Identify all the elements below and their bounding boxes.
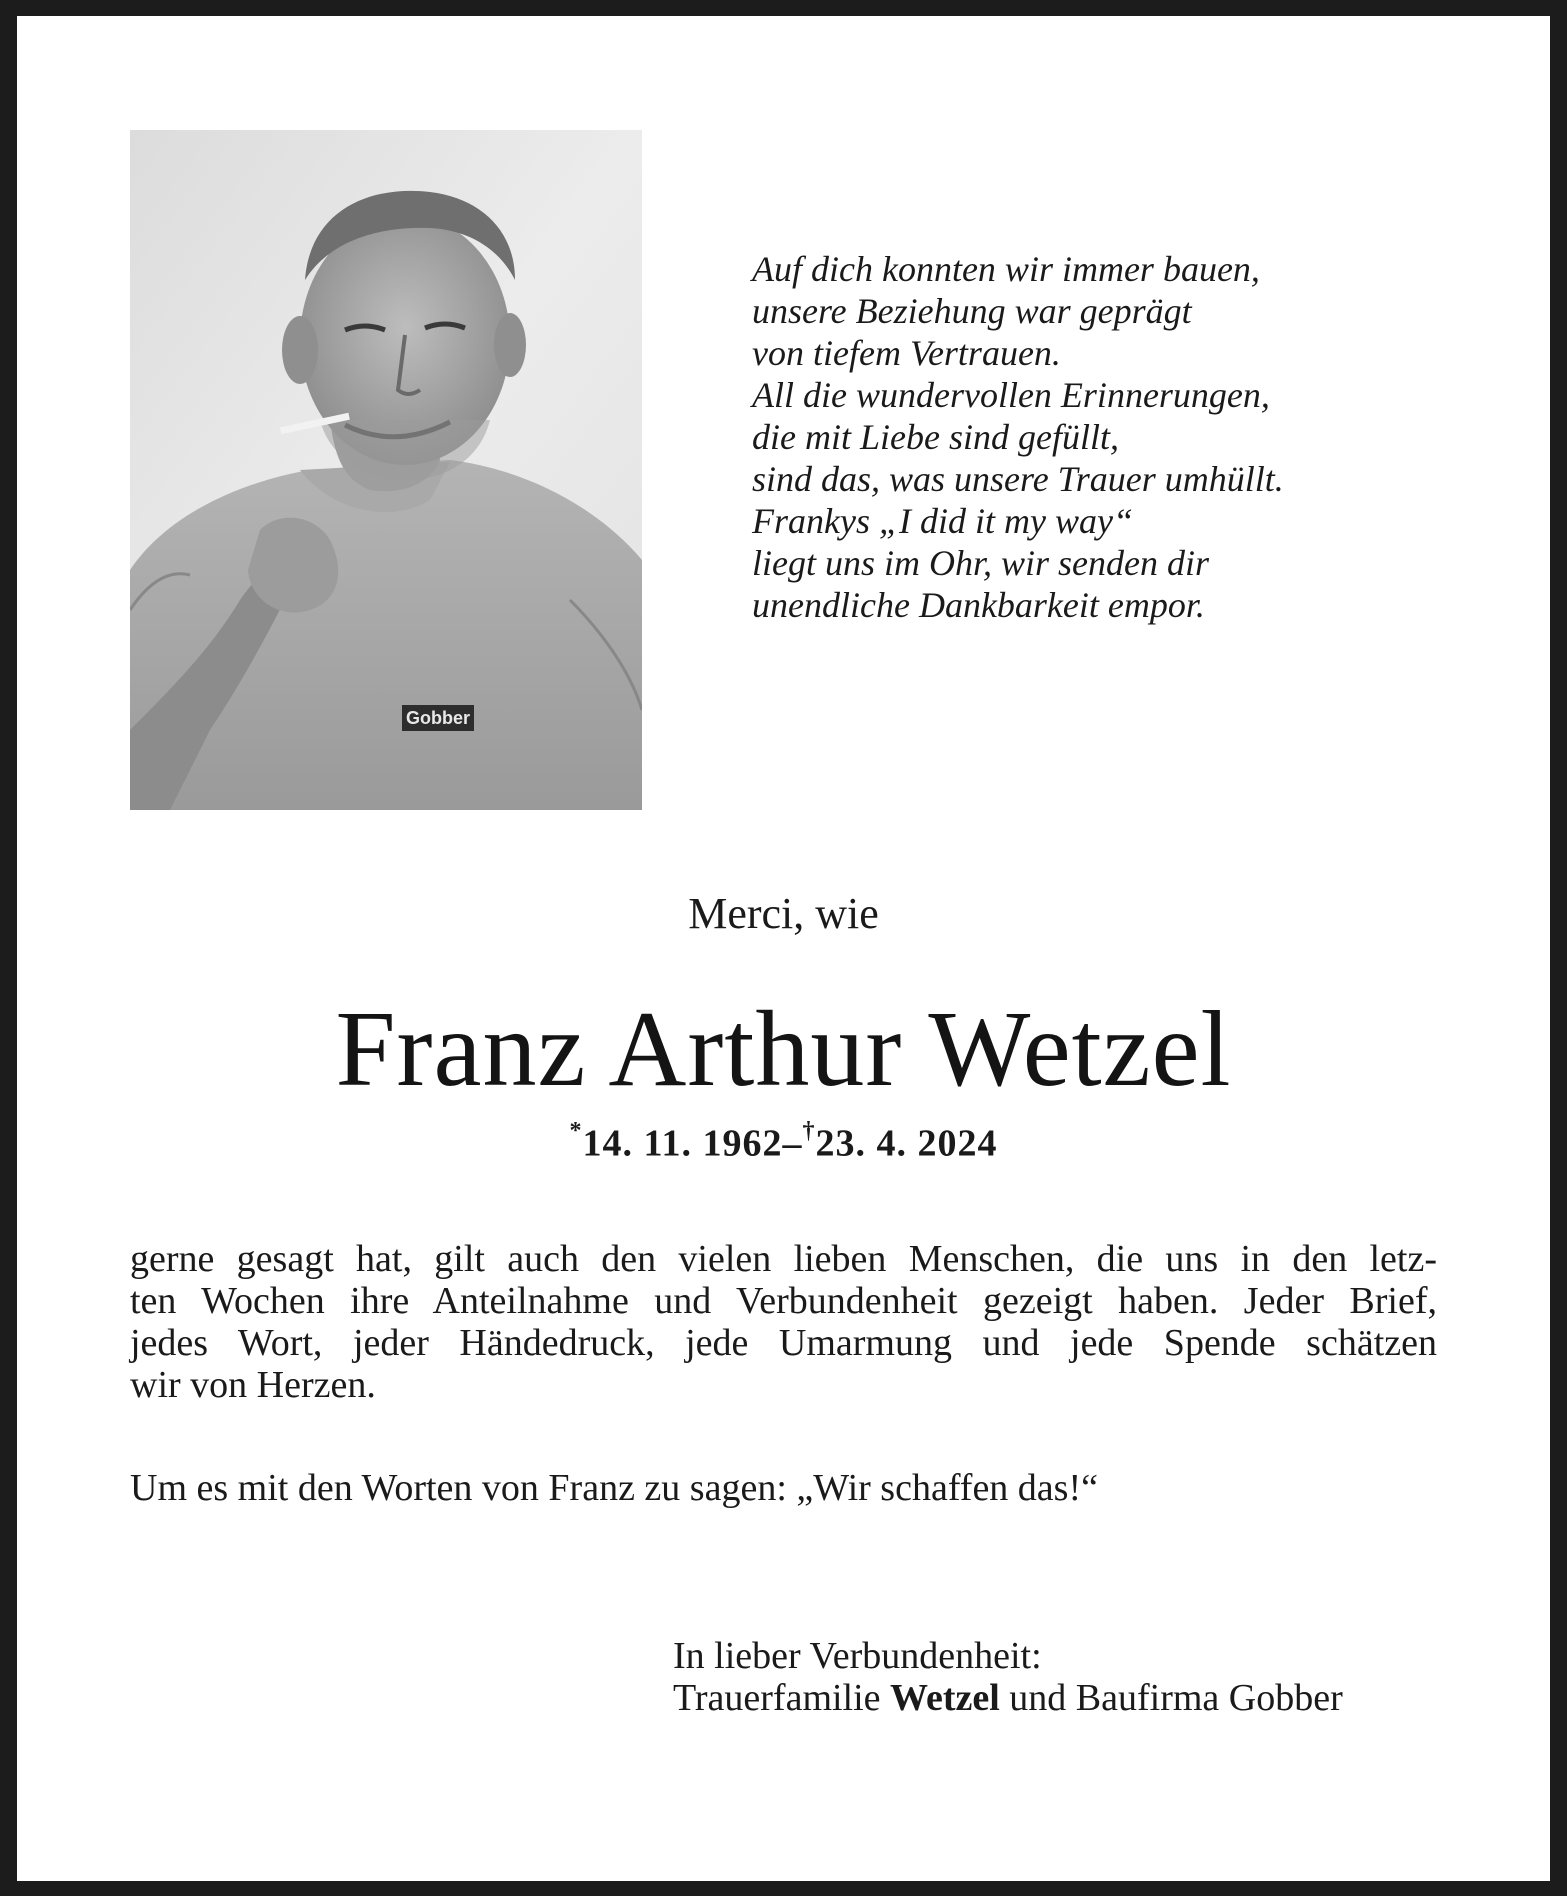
poem-line: Frankys „I did it my way“ bbox=[752, 501, 1133, 541]
closing-signature bbox=[673, 1635, 1343, 1719]
deceased-name: Franz Arthur Wetzel bbox=[335, 990, 1232, 1109]
poem-line: die mit Liebe sind gefüllt, bbox=[752, 417, 1119, 457]
paragraph-line: ten Wochen ihre Anteilnahme und Verbundenheit gezeigt haben. Jeder Brief, bbox=[130, 1280, 1437, 1322]
shirt-logo-text: Gobber bbox=[405, 708, 471, 728]
date-separator: – bbox=[782, 1122, 803, 1165]
poem-line: Auf dich konnten wir immer bauen, bbox=[752, 249, 1260, 289]
memorial-poem bbox=[752, 248, 1472, 626]
poem-line: liegt uns im Ohr, wir senden dir bbox=[752, 543, 1210, 583]
poem-line: unendliche Dankbarkeit empor. bbox=[752, 585, 1205, 625]
life-dates bbox=[0, 1110, 1567, 1169]
poem-line: von tiefem Vertrauen. bbox=[752, 333, 1061, 373]
closing-line-1: In lieber Verbundenheit: bbox=[673, 1635, 1042, 1677]
family-prefix: Trauerfamilie bbox=[673, 1677, 881, 1719]
paragraph-line: wir von Herzen. bbox=[130, 1364, 376, 1406]
family-suffix: und Baufirma Gobber bbox=[1009, 1677, 1343, 1719]
paragraph-line: gerne gesagt hat, gilt auch den vielen lieben Menschen, die uns in den letz- bbox=[130, 1238, 1437, 1280]
birth-symbol: * bbox=[569, 1118, 583, 1144]
paragraph-line: jedes Wort, jeder Händedruck, jede Umarmung und jede Spende schätzen bbox=[130, 1322, 1437, 1364]
poem-line: sind das, was unsere Trauer umhüllt. bbox=[752, 459, 1284, 499]
closing-line-2 bbox=[673, 1677, 1343, 1719]
birth-date: 14. 11. 1962 bbox=[582, 1122, 783, 1165]
portrait-photo bbox=[130, 130, 642, 810]
franz-quote: Um es mit den Worten von Franz zu sagen: „Wir schaffen das!“ bbox=[130, 1467, 1098, 1509]
intro-text: Merci, wie bbox=[688, 889, 879, 938]
death-date: 23. 4. 2024 bbox=[815, 1122, 998, 1165]
death-symbol: † bbox=[802, 1118, 816, 1144]
poem-line: unsere Beziehung war geprägt bbox=[752, 291, 1192, 331]
poem-line: All die wundervollen Erinnerungen, bbox=[752, 375, 1270, 415]
thanks-paragraph bbox=[130, 1238, 1437, 1406]
family-name: Wetzel bbox=[890, 1677, 1000, 1719]
